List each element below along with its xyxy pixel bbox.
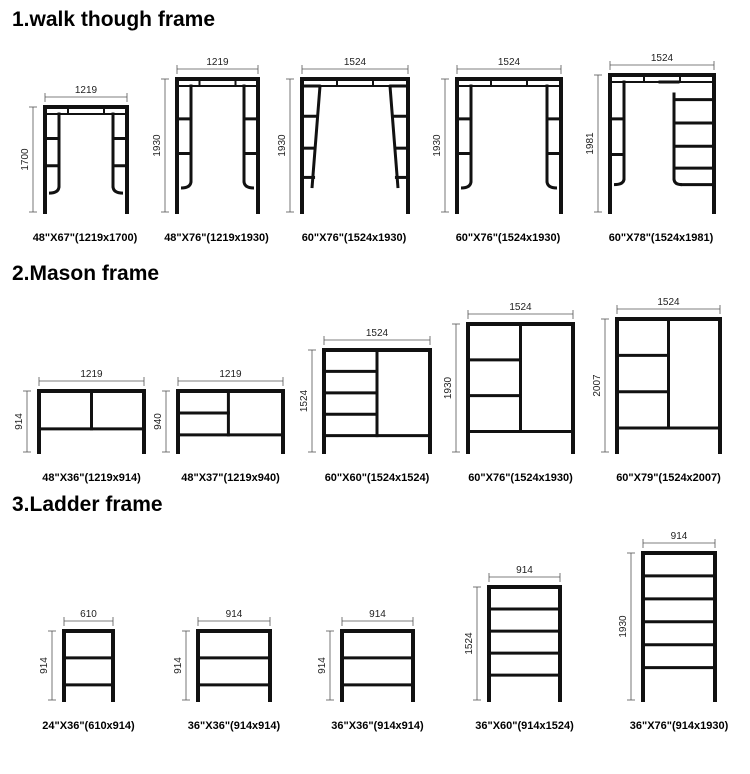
width-dimension-label: 1524 [343,57,367,68]
right-ladder-side [390,86,408,188]
height-dimension-label: 1981 [585,132,596,155]
left-bend [181,181,191,188]
height-dimension-label: 914 [173,657,184,674]
frame-size-caption: 36"X36"(914x914) [331,720,424,732]
height-dimension-label: 914 [39,657,50,674]
width-dimension-label: 1524 [365,328,389,339]
width-dimension-label: 914 [225,609,243,620]
width-dimension-label: 1524 [509,302,532,313]
frame-drawing [299,328,430,452]
section-title-mason: 2.Mason frame [12,262,160,285]
frame-drawing [39,609,113,700]
frame-drawing [443,302,573,452]
left-bend [614,179,624,185]
frame-drawing [464,565,560,700]
width-dimension-label: 1219 [206,57,229,68]
left-bend [49,186,59,193]
frame-size-caption: 60"X79"(1524x2007) [616,472,721,484]
left-bend [461,181,471,188]
right-bend [113,186,123,193]
section-title-walk-through: 1.walk though frame [12,8,216,31]
width-dimension-label: 914 [670,531,688,542]
width-dimension-label: 1524 [497,57,521,68]
frame-size-caption: 36"X76"(914x1930) [629,720,729,732]
frame-drawing [432,57,561,212]
frame-size-caption: 36"X60"(914x1524) [475,720,574,732]
height-dimension-label: 1930 [432,134,443,157]
frame-size-caption: 48"X67"(1219x1700) [32,232,138,244]
width-dimension-label: 610 [80,609,97,620]
frame-drawing [618,531,715,700]
height-dimension-label: 914 [317,657,328,674]
height-dimension-label: 1524 [299,389,310,413]
frame-size-caption: 60"X76"(1524x1930) [301,232,407,244]
width-dimension-label: 1524 [650,53,674,64]
height-dimension-label: 1930 [618,615,629,638]
frame-drawing [317,609,413,700]
frame-size-caption: 60"X76"(1524x1930) [455,232,561,244]
height-dimension-label: 1700 [20,148,31,171]
frame-drawing [153,369,283,452]
frame-size-caption: 48"X36"(1219x914) [42,472,141,484]
width-dimension-label: 1219 [80,369,103,380]
height-dimension-label: 940 [153,413,164,430]
frame-size-caption: 60"X60"(1524x1524) [324,472,430,484]
width-dimension-label: 914 [369,609,386,620]
frame-size-caption: 24"X36"(610x914) [42,720,135,732]
height-dimension-label: 1930 [443,376,454,400]
frame-drawing [277,57,408,212]
frame-drawing [20,85,127,212]
frame-size-caption: 36"X36"(914x914) [187,720,281,732]
width-dimension-label: 914 [516,565,533,576]
frame-drawing [152,57,258,212]
frame-drawing [585,53,714,212]
right-bend [244,181,254,188]
height-dimension-label: 1930 [152,134,163,157]
frame-size-caption: 48"X37"(1219x940) [181,472,280,484]
height-dimension-label: 914 [14,413,25,430]
width-dimension-label: 1219 [74,85,98,96]
section-title-ladder: 3.Ladder frame [12,493,163,516]
width-dimension-label: 1524 [657,297,680,308]
left-ladder-side [302,86,320,188]
height-dimension-label: 1524 [464,632,475,655]
height-dimension-label: 2007 [592,374,603,397]
frame-drawing [592,297,720,452]
frame-size-caption: 60"X78"(1524x1981) [608,232,714,244]
frame-drawing [173,609,270,700]
frame-size-caption: 60"X76"(1524x1930) [468,472,573,484]
right-bend [547,181,557,188]
frame-drawing [14,369,144,452]
height-dimension-label: 1930 [277,134,288,157]
width-dimension-label: 1219 [219,369,242,380]
frame-size-caption: 48"X76"(1219x1930) [164,232,269,244]
